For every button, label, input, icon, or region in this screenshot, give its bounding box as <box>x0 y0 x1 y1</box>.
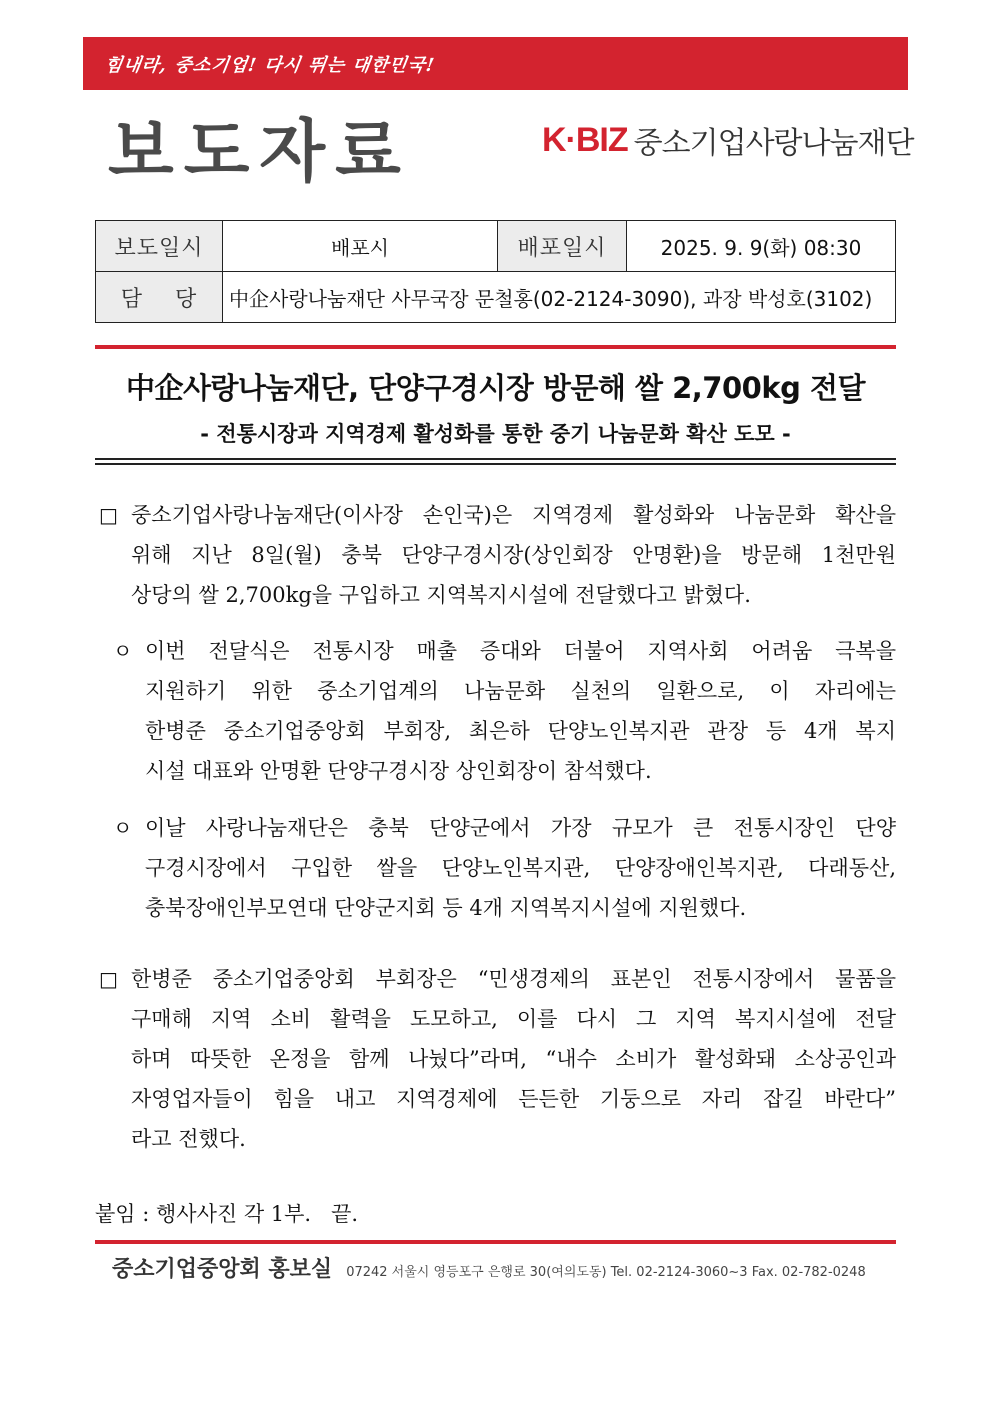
circle-bullet: ㅇ <box>113 816 133 840</box>
press-release-title: 보도자료 <box>108 113 411 192</box>
paragraph-line: 자영업자들이 힘을 내고 지역경제에 든든한 기둥으로 자리 잡길 바란다” <box>131 1087 896 1111</box>
paragraph-line: 이번 전달식은 전통시장 매출 증대와 더불어 지역사회 어려움 극복을 <box>145 639 896 663</box>
paragraph-2 <box>145 631 896 791</box>
release-label: 보도일시 <box>96 221 223 272</box>
paragraph-line: 시설 대표와 안명환 단양구경시장 상인회장이 참석했다. <box>145 759 652 783</box>
paragraph-1 <box>131 495 896 615</box>
paragraph-3 <box>145 808 896 928</box>
paragraph-line: 구경시장에서 구입한 쌀을 단양노인복지관, 단양장애인복지관, 다래동산, <box>145 856 896 880</box>
paragraph-line: 한병준 중소기업중앙회 부회장은 “민생경제의 표본인 전통시장에서 물품을 <box>131 967 896 991</box>
paragraph-line: 위해 지난 8일(월) 충북 단양구경시장(상인회장 안명환)을 방문해 1천만원 <box>131 543 896 567</box>
release-value: 배포시 <box>223 221 498 272</box>
contact-value: 中企사랑나눔재단 사무국장 문철홍(02-2124-3090), 과장 박성호(3102) <box>223 272 896 323</box>
kbiz-logo-mark: K·BIZ <box>542 120 628 159</box>
headline: 中企사랑나눔재단, 단양구경시장 방문해 쌀 2,700kg 전달 <box>125 371 866 405</box>
distribution-label: 배포일시 <box>498 221 627 272</box>
paragraph-line: 상당의 쌀 2,700kg을 구입하고 지역복지시설에 전달했다고 밝혔다. <box>131 583 751 607</box>
paragraph-line: 라고 전했다. <box>131 1127 246 1151</box>
attachment-note: 붙임 : 행사사진 각 1부. 끝. <box>95 1202 359 1226</box>
paragraph-line: 한병준 중소기업중앙회 부회장, 최은하 단양노인복지관 관장 등 4개 복지 <box>145 719 896 743</box>
paragraph-line: 구매해 지역 소비 활력을 도모하고, 이를 다시 그 지역 복지시설에 전달 <box>131 1007 896 1031</box>
contact-label: 담 당 <box>96 272 223 323</box>
circle-bullet: ㅇ <box>113 639 133 663</box>
footer-divider <box>95 1240 896 1244</box>
square-bullet: □ <box>99 503 118 527</box>
paragraph-line: 하며 따뜻한 온정을 함께 나눴다”라며, “내수 소비가 활성화돼 소상공인과 <box>131 1047 896 1071</box>
logo-organization-name: 중소기업사랑나눔재단 <box>633 126 914 161</box>
distribution-value: 2025. 9. 9(화) 08:30 <box>627 221 896 272</box>
paragraph-line: 지원하기 위한 중소기업계의 나눔문화 실천의 일환으로, 이 자리에는 <box>145 679 896 703</box>
paragraph-line: 중소기업사랑나눔재단(이사장 손인국)은 지역경제 활성화와 나눔문화 확산을 <box>131 503 896 527</box>
subheadline: - 전통시장과 지역경제 활성화를 통한 중기 나눔문화 확산 도모 - <box>200 422 791 446</box>
footer-department: 중소기업중앙회 홍보실 <box>112 1257 333 1282</box>
paragraph-line: 이날 사랑나눔재단은 충북 단양군에서 가장 규모가 큰 전통시장인 단양 <box>145 816 896 840</box>
footer <box>112 1252 866 1283</box>
paragraph-4 <box>131 959 896 1159</box>
banner-slogan: 힘내라, 중소기업! 다시 뛰는 대한민국! <box>103 55 437 76</box>
square-bullet: □ <box>99 967 118 991</box>
footer-address: 07242 서울시 영등포구 은행로 30(여의도동) Tel. 02-2124-3060~3 Fax. 02-782-0248 <box>346 1265 866 1280</box>
body-text <box>95 0 896 1180</box>
paragraph-line: 충북장애인부모연대 단양군지회 등 4개 지역복지시설에 지원했다. <box>145 896 747 920</box>
